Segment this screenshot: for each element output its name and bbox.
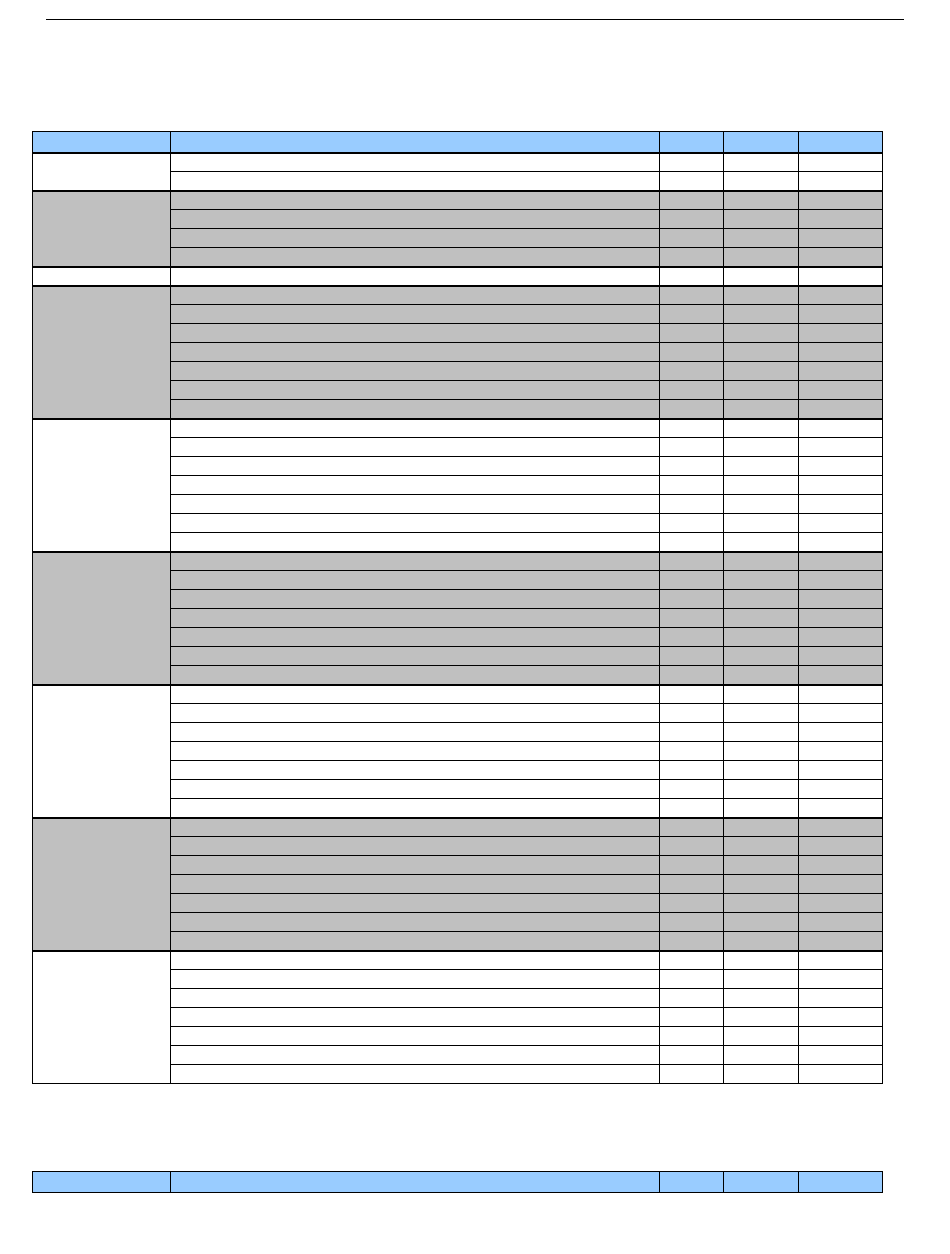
table-cell [660,267,724,286]
table-cell [660,419,724,438]
table-cell [660,647,724,666]
table-cell [799,286,883,305]
table-cell [724,628,799,647]
group-label-cell [33,951,171,1084]
table-cell [171,989,660,1008]
table-cell [171,153,660,172]
table-row [33,191,883,210]
table-cell [799,457,883,476]
table-cell [799,343,883,362]
table-cell [799,609,883,628]
table-cell [660,609,724,628]
table-cell [660,856,724,875]
table-cell [171,647,660,666]
table-cell [660,685,724,704]
footer-table [32,1171,883,1193]
table-cell [171,267,660,286]
header-cell [171,1172,660,1193]
table-cell [799,324,883,343]
data-table [32,131,883,1084]
table-cell [724,267,799,286]
table-row [33,818,883,837]
table-row [33,552,883,571]
table-cell [724,818,799,837]
table-cell [171,457,660,476]
table-cell [171,1008,660,1027]
header-cell [171,132,660,153]
table-cell [799,913,883,932]
table-cell [660,951,724,970]
table-cell [799,1065,883,1084]
table-cell [171,761,660,780]
table-cell [171,875,660,894]
table-cell [724,951,799,970]
table-cell [799,419,883,438]
table-cell [171,685,660,704]
table-cell [171,571,660,590]
table-cell [799,666,883,685]
table-cell [724,381,799,400]
table-cell [799,571,883,590]
table-cell [660,799,724,818]
table-cell [660,248,724,267]
table-cell [171,400,660,419]
table-cell [660,818,724,837]
header-cell [33,132,171,153]
header-cell [799,132,883,153]
table-cell [724,837,799,856]
table-cell [724,248,799,267]
table-cell [724,229,799,248]
table-cell [724,1008,799,1027]
table-cell [171,248,660,267]
table-cell [799,305,883,324]
table-cell [660,1046,724,1065]
table-cell [724,590,799,609]
table-cell [660,590,724,609]
table-cell [171,913,660,932]
table-cell [660,989,724,1008]
table-cell [171,666,660,685]
table-cell [660,305,724,324]
group-label-cell [33,552,171,685]
table-cell [724,1027,799,1046]
table-cell [724,305,799,324]
table-cell [799,590,883,609]
table-cell [799,476,883,495]
table-cell [799,685,883,704]
table-cell [171,628,660,647]
table-cell [171,172,660,191]
header-cell [724,132,799,153]
table-cell [799,172,883,191]
table-row [33,153,883,172]
table-cell [724,932,799,951]
table-cell [799,704,883,723]
table-cell [660,229,724,248]
table-cell [724,723,799,742]
table-cell [724,1046,799,1065]
group-label-cell [33,685,171,818]
table-cell [171,381,660,400]
table-cell [660,571,724,590]
table-cell [799,153,883,172]
top-rule [46,19,904,20]
table-cell [171,324,660,343]
table-cell [171,229,660,248]
table-cell [171,305,660,324]
group-label-cell [33,191,171,267]
table-cell [724,742,799,761]
table-cell [171,362,660,381]
table-cell [171,286,660,305]
header-cell [660,132,724,153]
table-cell [799,856,883,875]
table-cell [660,495,724,514]
table-cell [799,514,883,533]
table-cell [799,552,883,571]
table-cell [660,400,724,419]
table-header-row [33,132,883,153]
table-cell [724,780,799,799]
table-cell [171,837,660,856]
table-cell [660,514,724,533]
table-cell [799,742,883,761]
table-cell [799,932,883,951]
table-cell [171,932,660,951]
group-label-cell [33,286,171,419]
header-cell [799,1172,883,1193]
table-cell [660,1027,724,1046]
table-cell [724,761,799,780]
table-cell [171,590,660,609]
table-cell [660,704,724,723]
table-cell [171,1065,660,1084]
table-cell [171,476,660,495]
table-cell [724,438,799,457]
table-cell [171,742,660,761]
table-cell [799,723,883,742]
table-cell [799,533,883,552]
table-row [33,685,883,704]
table-cell [799,229,883,248]
table-cell [660,381,724,400]
table-cell [171,495,660,514]
table-cell [799,818,883,837]
table-cell [660,476,724,495]
table-cell [799,647,883,666]
table-cell [799,989,883,1008]
table-cell [660,780,724,799]
header-cell [724,1172,799,1193]
table-cell [724,799,799,818]
table-cell [660,1008,724,1027]
table-cell [171,970,660,989]
table-cell [724,286,799,305]
table-cell [660,875,724,894]
table-row [33,951,883,970]
table-cell [724,153,799,172]
table-cell [799,1046,883,1065]
table-cell [724,704,799,723]
table-cell [724,571,799,590]
table-cell [660,533,724,552]
table-cell [660,210,724,229]
table-cell [724,172,799,191]
table-cell [660,970,724,989]
table-cell [724,856,799,875]
table-cell [724,1065,799,1084]
table-cell [799,875,883,894]
table-cell [660,1065,724,1084]
table-cell [171,894,660,913]
table-cell [660,837,724,856]
table-cell [799,894,883,913]
table-cell [660,153,724,172]
table-row [33,267,883,286]
table-cell [724,970,799,989]
table-cell [171,210,660,229]
table-cell [660,628,724,647]
table-cell [724,894,799,913]
table-cell [171,343,660,362]
table-row [33,419,883,438]
footer-header-row [33,1172,883,1193]
table-cell [660,913,724,932]
table-cell [660,343,724,362]
table-cell [171,1046,660,1065]
table-cell [660,932,724,951]
table-cell [724,210,799,229]
table-cell [171,704,660,723]
table-cell [799,400,883,419]
table-cell [724,495,799,514]
table-cell [799,628,883,647]
table-cell [799,761,883,780]
table-row [33,286,883,305]
table-cell [724,913,799,932]
table-cell [171,419,660,438]
table-cell [724,343,799,362]
table-cell [724,191,799,210]
table-cell [171,856,660,875]
table-cell [660,742,724,761]
table-cell [799,970,883,989]
table-cell [724,666,799,685]
table-cell [724,362,799,381]
table-cell [171,514,660,533]
table-cell [724,514,799,533]
table-cell [799,799,883,818]
table-cell [799,362,883,381]
table-cell [171,533,660,552]
table-cell [660,191,724,210]
table-cell [724,419,799,438]
table-cell [724,609,799,628]
table-cell [660,324,724,343]
group-label-cell [33,818,171,951]
table-cell [724,685,799,704]
table-cell [724,457,799,476]
table-cell [660,666,724,685]
table-cell [660,552,724,571]
table-cell [171,438,660,457]
table-cell [171,951,660,970]
table-cell [799,191,883,210]
table-cell [799,1027,883,1046]
table-cell [799,248,883,267]
table-cell [724,400,799,419]
table-cell [660,894,724,913]
table-cell [171,723,660,742]
table-cell [660,438,724,457]
table-cell [724,552,799,571]
table-cell [799,438,883,457]
table-cell [660,457,724,476]
table-cell [171,552,660,571]
table-cell [724,476,799,495]
header-cell [33,1172,171,1193]
header-cell [660,1172,724,1193]
table-cell [724,533,799,552]
table-cell [660,362,724,381]
group-label-cell [33,153,171,191]
table-cell [799,951,883,970]
table-cell [799,837,883,856]
table-cell [799,267,883,286]
table-cell [171,818,660,837]
group-label-cell [33,267,171,286]
table-cell [799,495,883,514]
table-cell [171,609,660,628]
table-cell [660,723,724,742]
table-cell [171,780,660,799]
table-cell [660,761,724,780]
table-cell [660,172,724,191]
table-cell [171,1027,660,1046]
table-cell [660,286,724,305]
table-cell [724,989,799,1008]
table-cell [799,210,883,229]
table-cell [799,780,883,799]
table-cell [724,647,799,666]
table-cell [724,875,799,894]
table-cell [724,324,799,343]
table-cell [799,1008,883,1027]
table-cell [171,191,660,210]
table-cell [799,381,883,400]
table-cell [171,799,660,818]
group-label-cell [33,419,171,552]
